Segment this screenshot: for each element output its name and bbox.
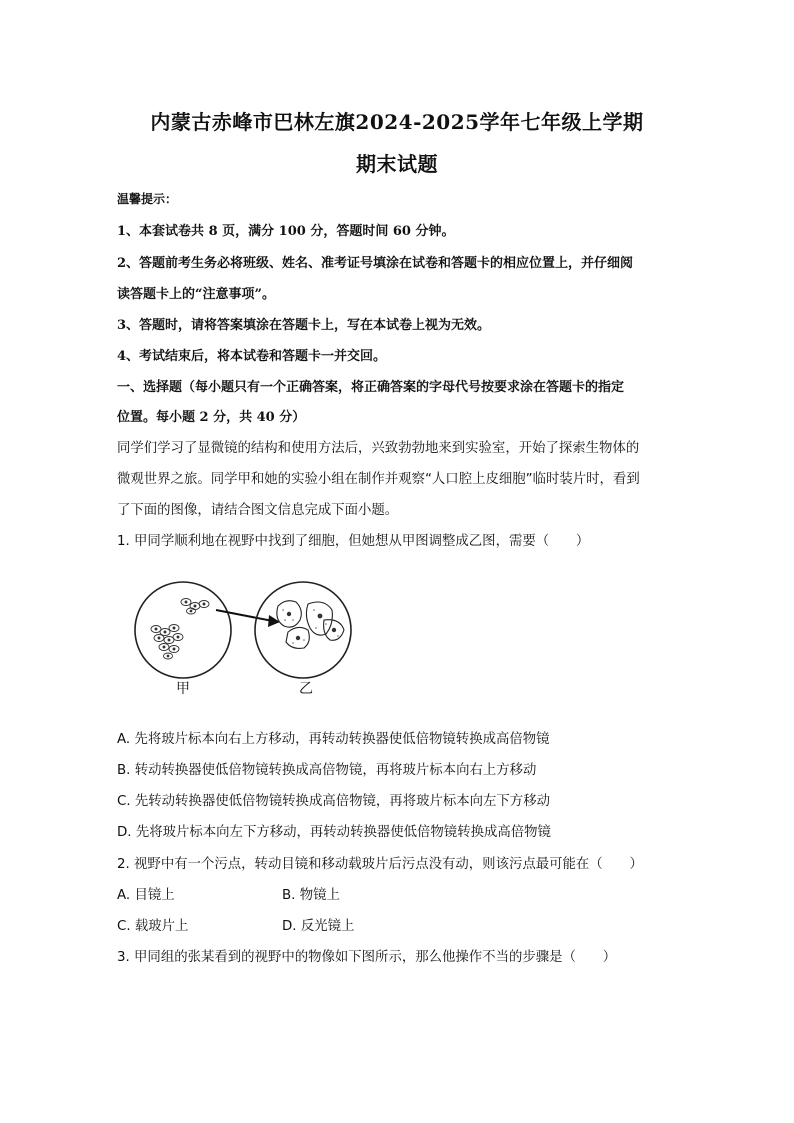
question-1-stem: 1. 甲同学顺利地在视野中找到了细胞，但她想从甲图调整成乙图，需要（ ） — [117, 534, 590, 549]
notice-heading: 温馨提示： — [117, 192, 178, 206]
field-of-view-left — [135, 582, 231, 678]
large-cells — [277, 601, 344, 649]
question-1-option-b: B. 转动转换器使低倍物镜转换成高倍物镜，再将玻片标本向右上方移动 — [117, 763, 537, 778]
microscope-field-figure — [128, 580, 358, 695]
figure-label-right: 乙 — [299, 681, 313, 697]
intro-line-2: 微观世界之旅。同学甲和她的实验小组在制作并观察“人口腔上皮细胞”临时装片时，看到 — [117, 472, 640, 487]
question-2-option-c: C. 载玻片上 — [117, 919, 189, 934]
notice-item-1: 1、本套试卷共 8 页，满分 100 分，答题时间 60 分钟。 — [117, 224, 455, 239]
question-1-option-a: A. 先将玻片标本向右上方移动，再转动转换器使低倍物镜转换成高倍物镜 — [117, 732, 550, 747]
section-heading: 一、选择题（每小题只有一个正确答案，将正确答案的字母代号按要求涂在答题卡的指定 — [117, 380, 625, 395]
question-1-option-c: C. 先转动转换器使低倍物镜转换成高倍物镜，再将玻片标本向左下方移动 — [117, 794, 550, 809]
question-2-option-a: A. 目镜上 — [117, 888, 175, 903]
figure-label-left: 甲 — [176, 681, 190, 697]
notice-item-2: 2、答题前考生务必将班级、姓名、准考证号填涂在试卷和答题卡的相应位置上，并仔细阅 — [117, 256, 634, 271]
question-2-option-b: B. 物镜上 — [282, 888, 340, 903]
question-2-option-d: D. 反光镜上 — [282, 919, 355, 934]
intro-line-1: 同学们学习了显微镜的结构和使用方法后，兴致勃勃地来到实验室，开始了探索生物体的 — [117, 441, 640, 456]
intro-line-3: 了下面的图像，请结合图文信息完成下面小题。 — [117, 503, 399, 518]
question-2-stem: 2. 视野中有一个污点，转动目镜和移动载玻片后污点没有动，则该污点最可能在（ ） — [117, 857, 643, 872]
question-1-option-d: D. 先将玻片标本向左下方移动，再转动转换器使低倍物镜转换成高倍物镜 — [117, 825, 551, 840]
notice-item-2-cont: 读答题卡上的“注意事项”。 — [117, 287, 275, 302]
notice-item-4: 4、考试结束后，将本试卷和答题卡一并交回。 — [117, 349, 387, 364]
section-heading-cont: 位置。每小题 2 分，共 40 分） — [117, 410, 306, 425]
exam-subtitle: 期末试题 — [356, 152, 438, 176]
exam-title: 内蒙古赤峰市巴林左旗2024-2025学年七年级上学期 — [150, 110, 644, 134]
notice-item-3: 3、答题时，请将答案填涂在答题卡上，写在本试卷上视为无效。 — [117, 318, 491, 333]
question-3-stem: 3. 甲同组的张某看到的视野中的物像如下图所示，那么他操作不当的步骤是（ ） — [117, 950, 617, 965]
small-cells-cluster — [151, 599, 209, 660]
field-of-view-right — [255, 582, 351, 678]
